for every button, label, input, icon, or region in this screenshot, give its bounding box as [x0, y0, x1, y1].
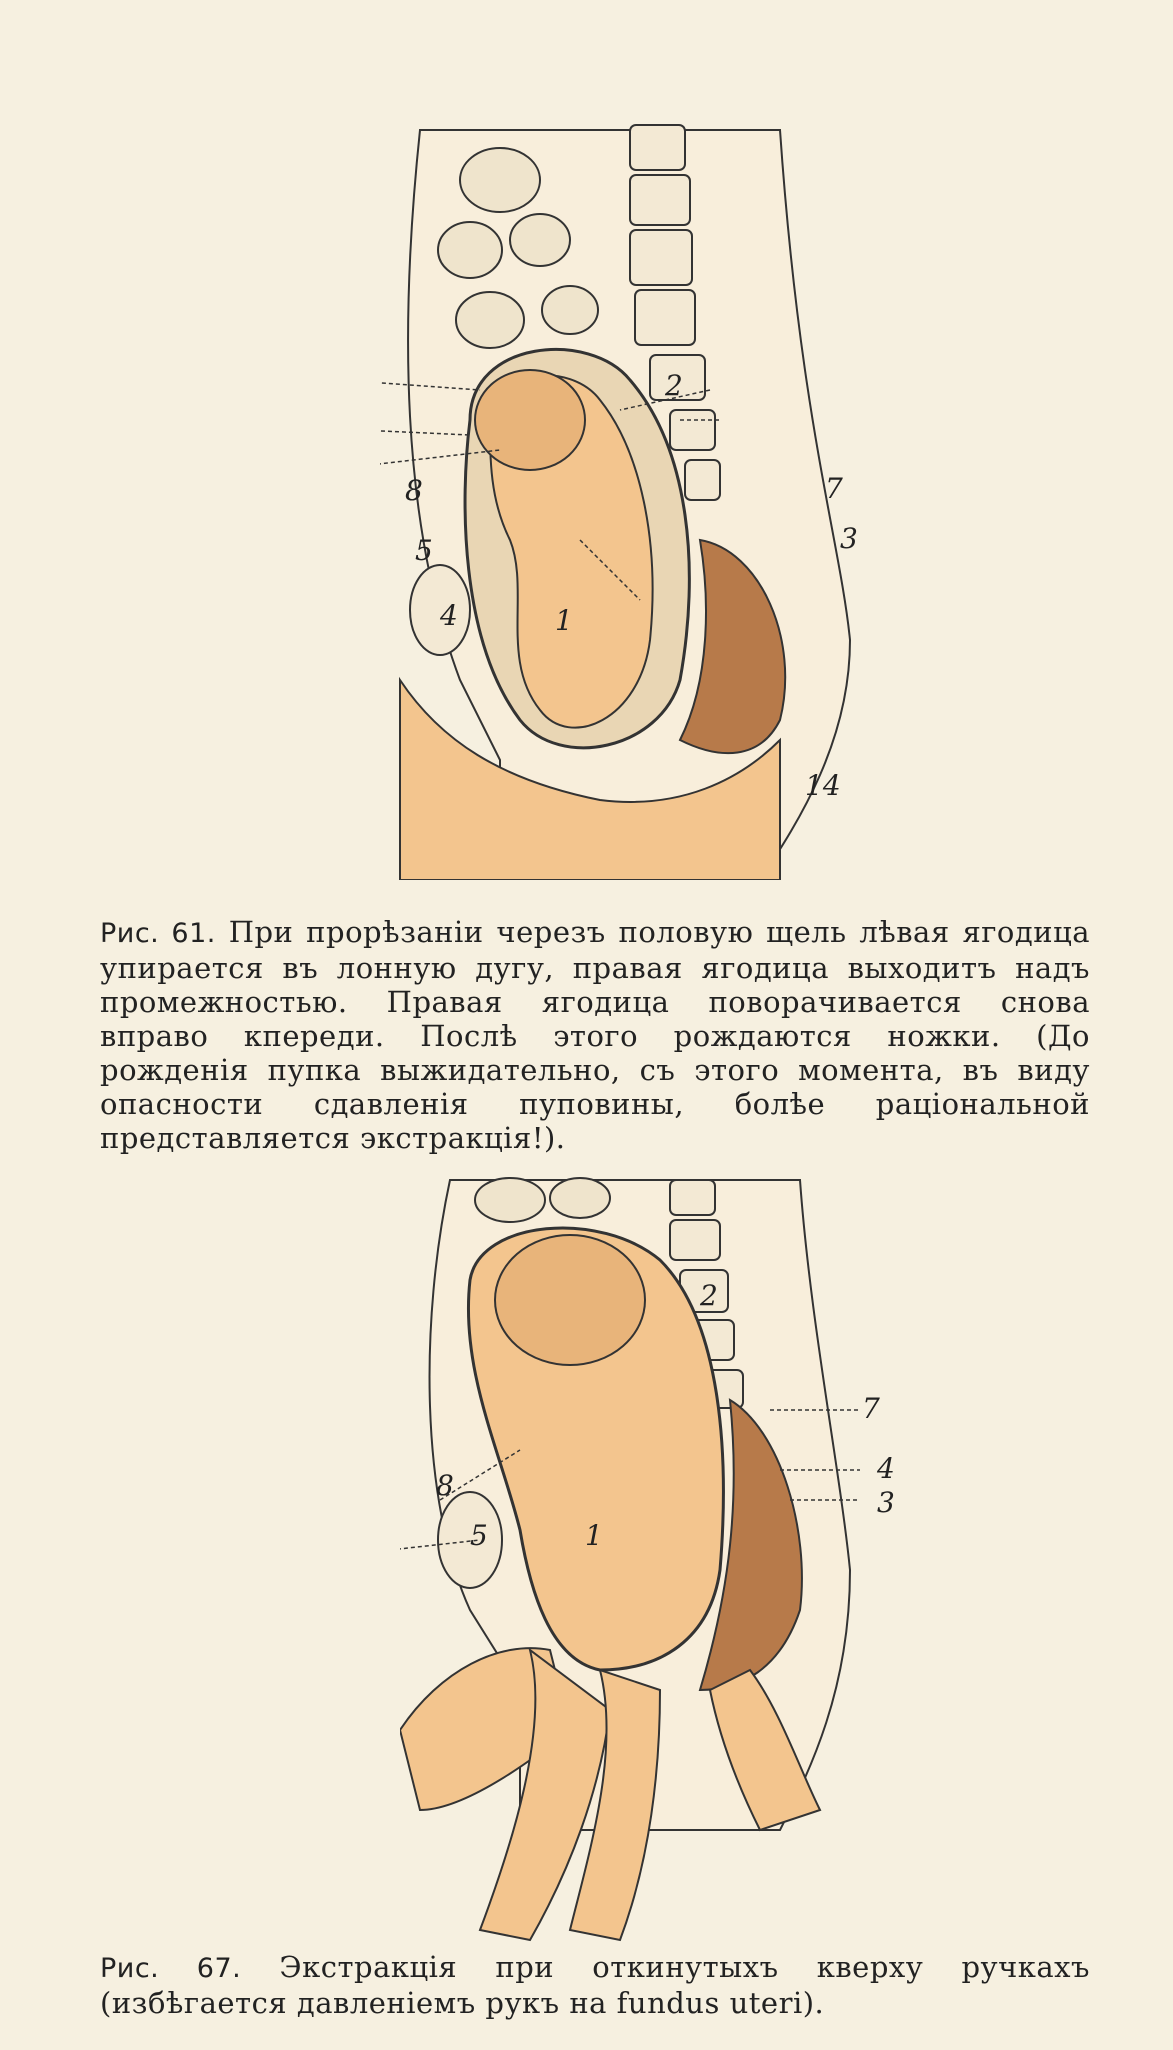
marker-8: 8 [405, 474, 423, 507]
marker-4: 4 [877, 1452, 895, 1485]
figure-67-illustration [400, 1170, 860, 1950]
figure-61-illustration [380, 120, 860, 880]
marker-3: 3 [877, 1486, 895, 1519]
figure-67-caption [100, 1950, 1090, 2020]
marker-2: 2 [665, 369, 683, 402]
marker-5: 5 [415, 534, 433, 567]
marker-7: 7 [862, 1392, 880, 1425]
marker-14: 14 [805, 769, 841, 802]
figure-61-caption-text: При прорѣзаніи черезъ половую щель лѣвая ягодица упирается въ лонную дугу, правая ягодица выходитъ надъ промежностью. Правая ягодица поворачивается снова вправо кпереди. Послѣ этого рождаются ножки. (До рожденія пупка выжидательно, съ этого момента, въ виду опасности сдавленія пуповины, болѣе раціональной представляется экстракція!). [100, 915, 1091, 1155]
figure-67-label: Рис. 67. [100, 1953, 242, 1984]
marker-3: 3 [840, 522, 858, 555]
marker-7: 7 [825, 472, 843, 505]
marker-8: 8 [436, 1469, 454, 1502]
figure-61-caption [100, 915, 1090, 1155]
marker-2: 2 [700, 1279, 718, 1312]
marker-4: 4 [440, 599, 458, 632]
marker-5: 5 [470, 1519, 488, 1552]
marker-1: 1 [585, 1519, 603, 1552]
figure-67-drawing [400, 1170, 860, 1950]
figure-61-label: Рис. 61. [100, 918, 216, 949]
figure-61-drawing [380, 120, 860, 880]
figure-67-caption-text: Экстракція при откинутыхъ кверху ручкахъ (избѣгается давленіемъ рукъ на fundus uteri). [100, 1950, 1090, 2020]
marker-1: 1 [555, 604, 573, 637]
